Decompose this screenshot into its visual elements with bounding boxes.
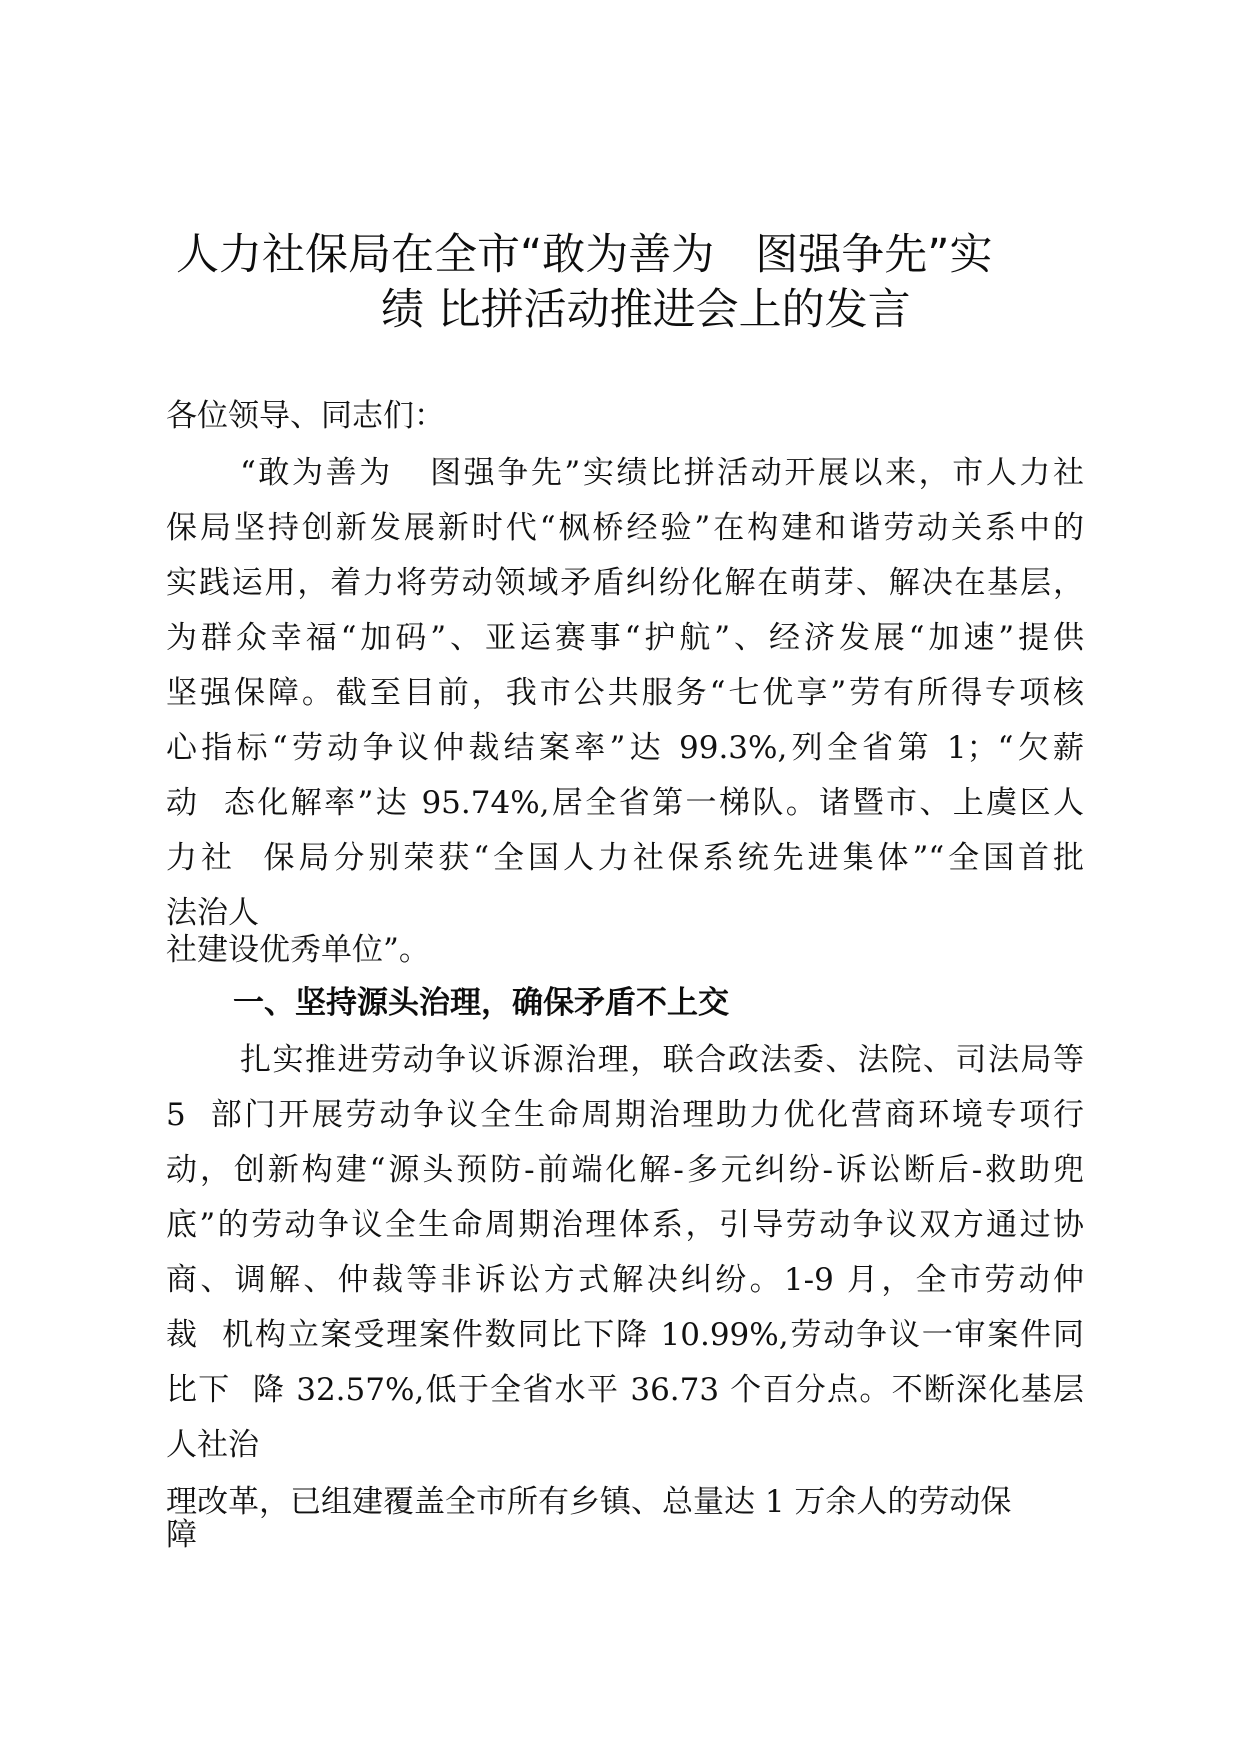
paragraph-2-line-8: 人社治 (166, 1427, 259, 1463)
paragraph-1-line-7: 动 态化解率”达 95.74%,居全省第一梯队。诸暨市、上虞区人 (166, 785, 1084, 821)
paragraph-1-line-10: 社建设优秀单位”。 (166, 932, 430, 968)
paragraph-1-line-5: 坚强保障。截至目前，我市公共服务“七优享”劳有所得专项核 (166, 675, 1084, 711)
paragraph-2-line-6: 裁 机构立案受理案件数同比下降 10.99%,劳动争议一审案件同 (166, 1317, 1084, 1353)
paragraph-2-line-9: 理改革，已组建覆盖全市所有乡镇、总量达 1 万余人的劳动保 (166, 1484, 1012, 1520)
paragraph-2-line-7: 比下 降 32.57%,低于全省水平 36.73 个百分点。不断深化基层 (166, 1372, 1084, 1408)
section-heading-1: 一、坚持源头治理，确保矛盾不上交 (233, 985, 729, 1021)
document-title-line-2: 绩 比拼活动推进会上的发言 (381, 285, 911, 335)
document-title-line-1: 人力社保局在全市“敢为善为 图强争先”实 (176, 230, 993, 280)
paragraph-1-line-2: 保局坚持创新发展新时代“枫桥经验”在构建和谐劳动关系中的 (166, 510, 1084, 546)
salutation: 各位领导、同志们： (166, 398, 445, 434)
paragraph-1-line-9: 法治人 (166, 895, 259, 931)
paragraph-2-line-10: 障 (166, 1517, 197, 1553)
paragraph-2-line-4: 底”的劳动争议全生命周期治理体系，引导劳动争议双方通过协 (166, 1207, 1084, 1243)
paragraph-2-line-2: 5 部门开展劳动争议全生命周期治理助力优化营商环境专项行 (166, 1097, 1084, 1133)
paragraph-1-line-4: 为群众幸福“加码”、亚运赛事“护航”、经济发展“加速”提供 (166, 620, 1084, 656)
paragraph-2-line-5: 商、调解、仲裁等非诉讼方式解决纠纷。1-9 月，全市劳动仲 (166, 1262, 1084, 1298)
paragraph-2-line-1: 扎实推进劳动争议诉源治理，联合政法委、法院、司法局等 (240, 1042, 1084, 1078)
paragraph-1-line-3: 实践运用，着力将劳动领域矛盾纠纷化解在萌芽、解决在基层， (166, 565, 1084, 601)
paragraph-1-line-8: 力社 保局分别荣获“全国人力社保系统先进集体”“全国首批 (166, 840, 1084, 876)
paragraph-1-line-6: 心指标“劳动争议仲裁结案率”达 99.3%,列全省第 1；“欠薪 (166, 730, 1084, 766)
paragraph-1-line-1: “敢为善为 图强争先”实绩比拼活动开展以来，市人力社 (240, 455, 1084, 491)
paragraph-2-line-3: 动，创新构建“源头预防-前端化解-多元纠纷-诉讼断后-救助兜 (166, 1152, 1084, 1188)
